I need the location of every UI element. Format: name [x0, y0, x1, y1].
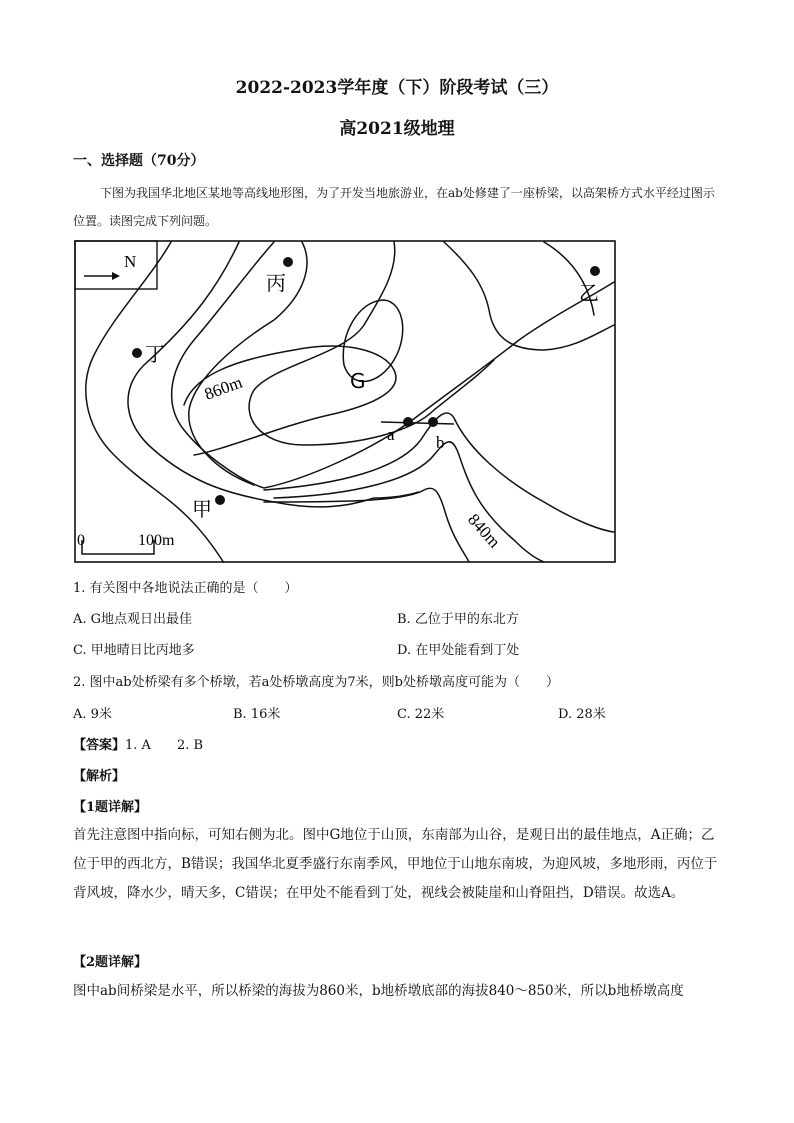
label-b: b: [436, 433, 445, 452]
section-heading: 一、选择题（70分）: [73, 153, 205, 169]
answer-line: [73, 734, 203, 753]
question-1-stem: 1. 有关图中各地说法正确的是（ ）: [73, 581, 298, 596]
q1-option-a[interactable]: A. G地点观日出最佳: [73, 612, 193, 627]
question-2-stem: 2. 图中ab处桥梁有多个桥墩，若a处桥墩高度为7米，则b处桥墩高度可能为（ ）: [73, 675, 559, 690]
q1-option-c[interactable]: C. 甲地晴日比丙地多: [73, 643, 195, 658]
contour-label-860: 860m: [201, 372, 245, 404]
scale-length: 100m: [138, 532, 175, 549]
analysis-label: 【解析】: [73, 769, 126, 784]
question-intro: 下图为我国华北地区某地等高线地形图，为了开发当地旅游业，在ab处修建了一座桥梁，以高架桥方式水平经过图示位置。读图完成下列问题。: [73, 186, 715, 228]
label-jia: 甲: [192, 499, 212, 521]
point-a-marker: [403, 417, 413, 427]
scale-zero: 0: [77, 532, 85, 549]
exam-title: 2022-2023学年度（下）阶段考试（三）: [235, 78, 559, 98]
q2-option-b[interactable]: B. 16米: [233, 707, 281, 722]
q1-option-b[interactable]: B. 乙位于甲的东北方: [397, 612, 519, 627]
detail-2-text: 图中ab间桥梁是水平，所以桥梁的海拔为860米，b地桥墩底部的海拔840～850米，所以b地桥墩高度: [73, 983, 684, 999]
answer-text: 1. A 2. B: [125, 738, 204, 753]
label-yi: 乙: [579, 283, 599, 305]
label-bing: 丙: [266, 273, 286, 295]
point-b-marker: [428, 417, 438, 427]
detail-1-label: 【1题详解】: [73, 800, 148, 815]
label-G: G: [350, 369, 366, 393]
detail-1-text: 首先注意图中指向标，可知右侧为北。图中G地位于山顶，东南部为山谷，是观日出的最佳地点，A正确；乙位于甲的西北方，B错误；我国华北夏季盛行东南季风，甲地位于山地东南坡，为迎风坡，多地形雨，丙位于背风坡，降水少，晴天多，C错误；在甲处不能看到丁处，视线会被陡崖和山脊阻挡，D错误。故选A。: [73, 827, 718, 901]
detail-2-label: 【2题详解】: [73, 955, 148, 970]
q2-option-d[interactable]: D. 28米: [558, 707, 606, 722]
point-bing-marker: [283, 257, 293, 267]
q1-option-d[interactable]: D. 在甲处能看到丁处: [397, 643, 520, 658]
point-jia-marker: [215, 495, 225, 505]
point-yi-marker: [590, 266, 600, 276]
q2-option-a[interactable]: A. 9米: [73, 707, 112, 722]
answer-label: 【答案】: [73, 738, 126, 753]
label-ding: 丁: [145, 344, 165, 366]
label-a: a: [387, 425, 395, 444]
q2-option-c[interactable]: C. 22米: [397, 707, 445, 722]
contour-map: [74, 240, 616, 563]
exam-subtitle: 高2021级地理: [339, 119, 455, 139]
contour-label-840: 840m: [464, 509, 505, 552]
north-label: N: [124, 252, 137, 271]
point-ding-marker: [132, 348, 142, 358]
